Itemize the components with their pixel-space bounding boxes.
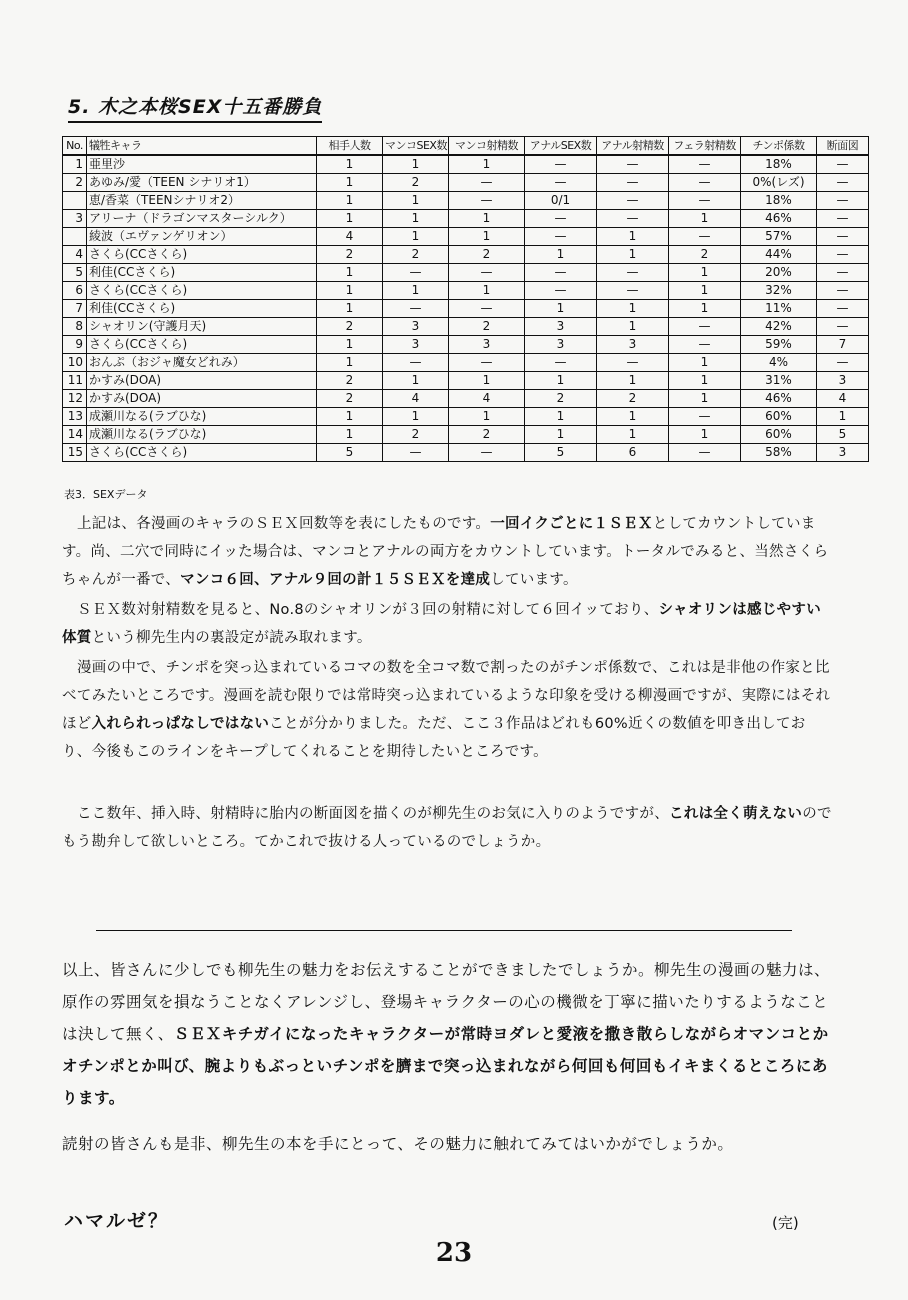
cell-cross-section: — bbox=[817, 155, 869, 174]
cell-vaginal-sex: — bbox=[383, 444, 449, 462]
cell-vaginal-sex: 4 bbox=[383, 390, 449, 408]
cell-character: 亜里沙 bbox=[87, 155, 317, 174]
cell-vaginal-ejac: — bbox=[449, 300, 525, 318]
table-header-row bbox=[63, 137, 869, 156]
closing-paragraph-2: 読射の皆さんも是非、柳先生の本を手にとって、その魅力に触れてみてはいかがでしょうか。 bbox=[62, 1135, 734, 1153]
cell-vaginal-ejac: 3 bbox=[449, 336, 525, 354]
cell-anal-ejac: — bbox=[597, 282, 669, 300]
cell-partners: 5 bbox=[317, 444, 383, 462]
cell-vaginal-sex: — bbox=[383, 300, 449, 318]
cell-character: さくら(CCさくら) bbox=[87, 336, 317, 354]
cell-anal-ejac: 2 bbox=[597, 390, 669, 408]
cell-vaginal-sex: 1 bbox=[383, 210, 449, 228]
header-partners: 相手人数 bbox=[317, 137, 383, 156]
cell-anal-ejac: — bbox=[597, 174, 669, 192]
cell-cross-section: 3 bbox=[817, 444, 869, 462]
cell-partners: 2 bbox=[317, 318, 383, 336]
paragraph-1: 上記は、各漫画のキャラのＳＥＸ回数等を表にしたものです。一回イクごとに１ＳＥＸとしてカウントしています。尚、二穴で同時にイッた場合は、マンコとアナルの両方をカウントしています。トータルでみると、当然さくらちゃんが一番で、マンコ６回、アナル９回の計１５ＳＥＸを達成しています。 bbox=[62, 516, 829, 588]
cell-cross-section: — bbox=[817, 228, 869, 246]
cell-no bbox=[63, 192, 87, 210]
cell-partners: 1 bbox=[317, 282, 383, 300]
cell-anal-sex: 1 bbox=[525, 408, 597, 426]
cell-fellatio-ejac: — bbox=[669, 408, 741, 426]
cell-coefficient: 60% bbox=[741, 426, 817, 444]
cell-anal-ejac: — bbox=[597, 264, 669, 282]
closing-paragraph: 以上、皆さんに少しでも柳先生の魅力をお伝えすることができましたでしょうか。柳先生の漫画の魅力は、原作の雰囲気を損なうことなくアレンジし、登場キャラクターの心の機微を丁寧に描いたりするようなことは決して無く、ＳＥＸキチガイになったキャラクターが常時ヨダレと愛液を撒き散らしながらオマンコとかオチンポとか叫び、腕よりもぶっといチンポを臍まで突っ込まれながら何回も何回もイキまくるところにあります。 bbox=[62, 961, 831, 1107]
cell-fellatio-ejac: 1 bbox=[669, 426, 741, 444]
cell-anal-sex: 0/1 bbox=[525, 192, 597, 210]
header-anal-sex: アナルSEX数 bbox=[525, 137, 597, 156]
cell-coefficient: 18% bbox=[741, 192, 817, 210]
cell-vaginal-ejac: — bbox=[449, 174, 525, 192]
cell-anal-ejac: — bbox=[597, 192, 669, 210]
cell-no: 2 bbox=[63, 174, 87, 192]
table-row bbox=[63, 192, 869, 210]
cell-character: シャオリン(守護月天) bbox=[87, 318, 317, 336]
cell-no: 8 bbox=[63, 318, 87, 336]
cell-partners: 1 bbox=[317, 174, 383, 192]
cell-anal-sex: — bbox=[525, 354, 597, 372]
cell-cross-section: — bbox=[817, 300, 869, 318]
cell-vaginal-sex: 1 bbox=[383, 408, 449, 426]
table-row bbox=[63, 300, 869, 318]
cell-fellatio-ejac: 1 bbox=[669, 372, 741, 390]
cell-vaginal-sex: 3 bbox=[383, 336, 449, 354]
cell-coefficient: 0%(レズ) bbox=[741, 174, 817, 192]
cell-vaginal-sex: — bbox=[383, 264, 449, 282]
cell-vaginal-sex: 1 bbox=[383, 282, 449, 300]
cell-fellatio-ejac: 1 bbox=[669, 210, 741, 228]
cell-coefficient: 31% bbox=[741, 372, 817, 390]
cell-fellatio-ejac: 1 bbox=[669, 390, 741, 408]
cell-partners: 1 bbox=[317, 300, 383, 318]
table-row bbox=[63, 408, 869, 426]
cell-cross-section: 1 bbox=[817, 408, 869, 426]
cell-fellatio-ejac: — bbox=[669, 444, 741, 462]
cell-character: かすみ(DOA) bbox=[87, 390, 317, 408]
cell-vaginal-ejac: 4 bbox=[449, 390, 525, 408]
cell-coefficient: 59% bbox=[741, 336, 817, 354]
cell-partners: 1 bbox=[317, 264, 383, 282]
cell-vaginal-sex: 1 bbox=[383, 192, 449, 210]
cell-character: かすみ(DOA) bbox=[87, 372, 317, 390]
cell-partners: 4 bbox=[317, 228, 383, 246]
cell-fellatio-ejac: 1 bbox=[669, 300, 741, 318]
cell-coefficient: 60% bbox=[741, 408, 817, 426]
cell-fellatio-ejac: — bbox=[669, 318, 741, 336]
header-character: 犠牲キャラ bbox=[87, 137, 317, 156]
cell-vaginal-ejac: 2 bbox=[449, 426, 525, 444]
cell-cross-section: — bbox=[817, 246, 869, 264]
table-row bbox=[63, 444, 869, 462]
cell-anal-sex: — bbox=[525, 282, 597, 300]
cell-fellatio-ejac: — bbox=[669, 155, 741, 174]
cell-cross-section: 5 bbox=[817, 426, 869, 444]
cell-coefficient: 57% bbox=[741, 228, 817, 246]
cell-no: 1 bbox=[63, 155, 87, 174]
cell-anal-ejac: 1 bbox=[597, 426, 669, 444]
cell-no: 10 bbox=[63, 354, 87, 372]
page-number: 23 bbox=[435, 1238, 473, 1268]
cell-cross-section: — bbox=[817, 210, 869, 228]
cell-vaginal-ejac: — bbox=[449, 264, 525, 282]
cell-character: おんぷ（おジャ魔女どれみ） bbox=[87, 354, 317, 372]
cell-no: 7 bbox=[63, 300, 87, 318]
cell-no: 15 bbox=[63, 444, 87, 462]
cell-vaginal-ejac: — bbox=[449, 192, 525, 210]
cell-cross-section: — bbox=[817, 264, 869, 282]
cell-partners: 2 bbox=[317, 372, 383, 390]
cell-character: 利佳(CCさくら) bbox=[87, 300, 317, 318]
cell-anal-sex: — bbox=[525, 155, 597, 174]
cell-vaginal-ejac: 1 bbox=[449, 372, 525, 390]
cell-fellatio-ejac: 1 bbox=[669, 282, 741, 300]
cell-character: 利佳(CCさくら) bbox=[87, 264, 317, 282]
cell-cross-section: 4 bbox=[817, 390, 869, 408]
header-no: No. bbox=[63, 137, 87, 156]
cell-vaginal-ejac: 2 bbox=[449, 246, 525, 264]
table-row bbox=[63, 210, 869, 228]
cell-coefficient: 46% bbox=[741, 390, 817, 408]
cell-cross-section: — bbox=[817, 318, 869, 336]
header-vaginal-sex: マンコSEX数 bbox=[383, 137, 449, 156]
cell-fellatio-ejac: — bbox=[669, 174, 741, 192]
cell-partners: 1 bbox=[317, 336, 383, 354]
end-mark: (完) bbox=[772, 1214, 799, 1232]
paragraph-4: ここ数年、挿入時、射精時に胎内の断面図を描くのが柳先生のお気に入りのようですが、これは全く萌えないのでもう勘弁して欲しいところ。てかこれで抜ける人っているのでしょうか。 bbox=[62, 806, 832, 850]
cell-partners: 1 bbox=[317, 192, 383, 210]
cell-vaginal-sex: 1 bbox=[383, 372, 449, 390]
cell-anal-sex: — bbox=[525, 174, 597, 192]
cell-anal-sex: 1 bbox=[525, 426, 597, 444]
cell-cross-section: — bbox=[817, 174, 869, 192]
paragraph-3: 漫画の中で、チンポを突っ込まれているコマの数を全コマ数で割ったのがチンポ係数で、これは是非他の作家と比べてみたいところです。漫画を読む限りでは常時突っ込まれているような印象を受ける柳漫画ですが、実際にはそれほど入れられっぱなしではないことが分かりました。ただ、ここ３作品はどれも60%近くの数値を叩き出しており、今後もこのラインをキープしてくれることを期待したいところです。 bbox=[62, 660, 831, 760]
cell-partners: 1 bbox=[317, 426, 383, 444]
cell-fellatio-ejac: 1 bbox=[669, 354, 741, 372]
table-caption: 表3．SEXデータ bbox=[64, 488, 148, 501]
table-row bbox=[63, 318, 869, 336]
cell-no: 6 bbox=[63, 282, 87, 300]
cell-vaginal-ejac: 1 bbox=[449, 282, 525, 300]
header-cross-section: 断面図 bbox=[817, 137, 869, 156]
cell-anal-ejac: 1 bbox=[597, 228, 669, 246]
cell-no bbox=[63, 228, 87, 246]
cell-fellatio-ejac: 2 bbox=[669, 246, 741, 264]
cell-anal-sex: 1 bbox=[525, 300, 597, 318]
table-row bbox=[63, 264, 869, 282]
table-row bbox=[63, 390, 869, 408]
cell-vaginal-ejac: 1 bbox=[449, 408, 525, 426]
cell-cross-section: 3 bbox=[817, 372, 869, 390]
cell-cross-section: — bbox=[817, 192, 869, 210]
cell-anal-sex: 3 bbox=[525, 336, 597, 354]
cell-vaginal-ejac: 2 bbox=[449, 318, 525, 336]
cell-no: 4 bbox=[63, 246, 87, 264]
cell-anal-ejac: — bbox=[597, 354, 669, 372]
cell-character: 綾波（エヴァンゲリオン） bbox=[87, 228, 317, 246]
cell-anal-ejac: 1 bbox=[597, 318, 669, 336]
paragraph-2: ＳＥＸ数対射精数を見ると、No.8のシャオリンが３回の射精に対して６回イッており、シャオリンは感じやすい体質という柳先生内の裏設定が読み取れます。 bbox=[62, 602, 822, 646]
cell-cross-section: — bbox=[817, 282, 869, 300]
cell-no: 11 bbox=[63, 372, 87, 390]
cell-anal-ejac: — bbox=[597, 155, 669, 174]
cell-anal-sex: — bbox=[525, 264, 597, 282]
cell-character: さくら(CCさくら) bbox=[87, 282, 317, 300]
cell-partners: 1 bbox=[317, 155, 383, 174]
cell-partners: 1 bbox=[317, 408, 383, 426]
table-row bbox=[63, 426, 869, 444]
cell-anal-ejac: 1 bbox=[597, 408, 669, 426]
cell-partners: 1 bbox=[317, 210, 383, 228]
cell-vaginal-sex: 2 bbox=[383, 246, 449, 264]
header-coefficient: チンポ係数 bbox=[741, 137, 817, 156]
table-row bbox=[63, 354, 869, 372]
cell-no: 14 bbox=[63, 426, 87, 444]
table-row bbox=[63, 282, 869, 300]
cell-anal-ejac: 1 bbox=[597, 300, 669, 318]
section-heading: 5. 木之本桜SEX十五番勝負 bbox=[68, 92, 322, 123]
cell-character: あゆみ/愛（TEEN シナリオ1） bbox=[87, 174, 317, 192]
cell-anal-ejac: 6 bbox=[597, 444, 669, 462]
cell-coefficient: 42% bbox=[741, 318, 817, 336]
sex-data-table bbox=[62, 136, 869, 462]
header-fellatio-ejac: フェラ射精数 bbox=[669, 137, 741, 156]
divider bbox=[96, 930, 792, 931]
cell-vaginal-ejac: 1 bbox=[449, 155, 525, 174]
cell-cross-section: — bbox=[817, 354, 869, 372]
cell-anal-ejac: 1 bbox=[597, 246, 669, 264]
cell-vaginal-sex: 1 bbox=[383, 155, 449, 174]
cell-anal-ejac: 3 bbox=[597, 336, 669, 354]
cell-vaginal-sex: 1 bbox=[383, 228, 449, 246]
cell-anal-sex: 1 bbox=[525, 372, 597, 390]
cell-no: 12 bbox=[63, 390, 87, 408]
signature: ハマルゼ？ bbox=[64, 1210, 170, 1232]
cell-coefficient: 4% bbox=[741, 354, 817, 372]
cell-partners: 1 bbox=[317, 354, 383, 372]
cell-anal-sex: — bbox=[525, 228, 597, 246]
cell-no: 9 bbox=[63, 336, 87, 354]
cell-coefficient: 32% bbox=[741, 282, 817, 300]
cell-coefficient: 58% bbox=[741, 444, 817, 462]
cell-anal-sex: 3 bbox=[525, 318, 597, 336]
cell-coefficient: 11% bbox=[741, 300, 817, 318]
cell-vaginal-sex: 2 bbox=[383, 174, 449, 192]
cell-anal-sex: — bbox=[525, 210, 597, 228]
cell-cross-section: 7 bbox=[817, 336, 869, 354]
cell-anal-sex: 1 bbox=[525, 246, 597, 264]
cell-character: さくら(CCさくら) bbox=[87, 246, 317, 264]
cell-fellatio-ejac: — bbox=[669, 228, 741, 246]
cell-no: 13 bbox=[63, 408, 87, 426]
table-row bbox=[63, 372, 869, 390]
cell-fellatio-ejac: — bbox=[669, 192, 741, 210]
cell-no: 3 bbox=[63, 210, 87, 228]
table-row bbox=[63, 228, 869, 246]
cell-character: 恵/香菜（TEENシナリオ2） bbox=[87, 192, 317, 210]
cell-vaginal-sex: 3 bbox=[383, 318, 449, 336]
header-vaginal-ejac: マンコ射精数 bbox=[449, 137, 525, 156]
cell-no: 5 bbox=[63, 264, 87, 282]
table-row bbox=[63, 246, 869, 264]
cell-partners: 2 bbox=[317, 390, 383, 408]
cell-coefficient: 18% bbox=[741, 155, 817, 174]
cell-character: アリーナ（ドラゴンマスターシルク） bbox=[87, 210, 317, 228]
cell-character: 成瀬川なる(ラブひな) bbox=[87, 426, 317, 444]
cell-vaginal-ejac: — bbox=[449, 354, 525, 372]
cell-character: 成瀬川なる(ラブひな) bbox=[87, 408, 317, 426]
table-row bbox=[63, 336, 869, 354]
cell-anal-ejac: 1 bbox=[597, 372, 669, 390]
cell-anal-sex: 2 bbox=[525, 390, 597, 408]
header-anal-ejac: アナル射精数 bbox=[597, 137, 669, 156]
cell-vaginal-ejac: 1 bbox=[449, 228, 525, 246]
cell-coefficient: 44% bbox=[741, 246, 817, 264]
table-row bbox=[63, 174, 869, 192]
cell-vaginal-sex: 2 bbox=[383, 426, 449, 444]
cell-vaginal-sex: — bbox=[383, 354, 449, 372]
cell-vaginal-ejac: 1 bbox=[449, 210, 525, 228]
cell-anal-ejac: — bbox=[597, 210, 669, 228]
cell-fellatio-ejac: — bbox=[669, 336, 741, 354]
cell-partners: 2 bbox=[317, 246, 383, 264]
table-row bbox=[63, 155, 869, 174]
cell-anal-sex: 5 bbox=[525, 444, 597, 462]
cell-coefficient: 46% bbox=[741, 210, 817, 228]
cell-fellatio-ejac: 1 bbox=[669, 264, 741, 282]
cell-vaginal-ejac: — bbox=[449, 444, 525, 462]
cell-coefficient: 20% bbox=[741, 264, 817, 282]
cell-character: さくら(CCさくら) bbox=[87, 444, 317, 462]
